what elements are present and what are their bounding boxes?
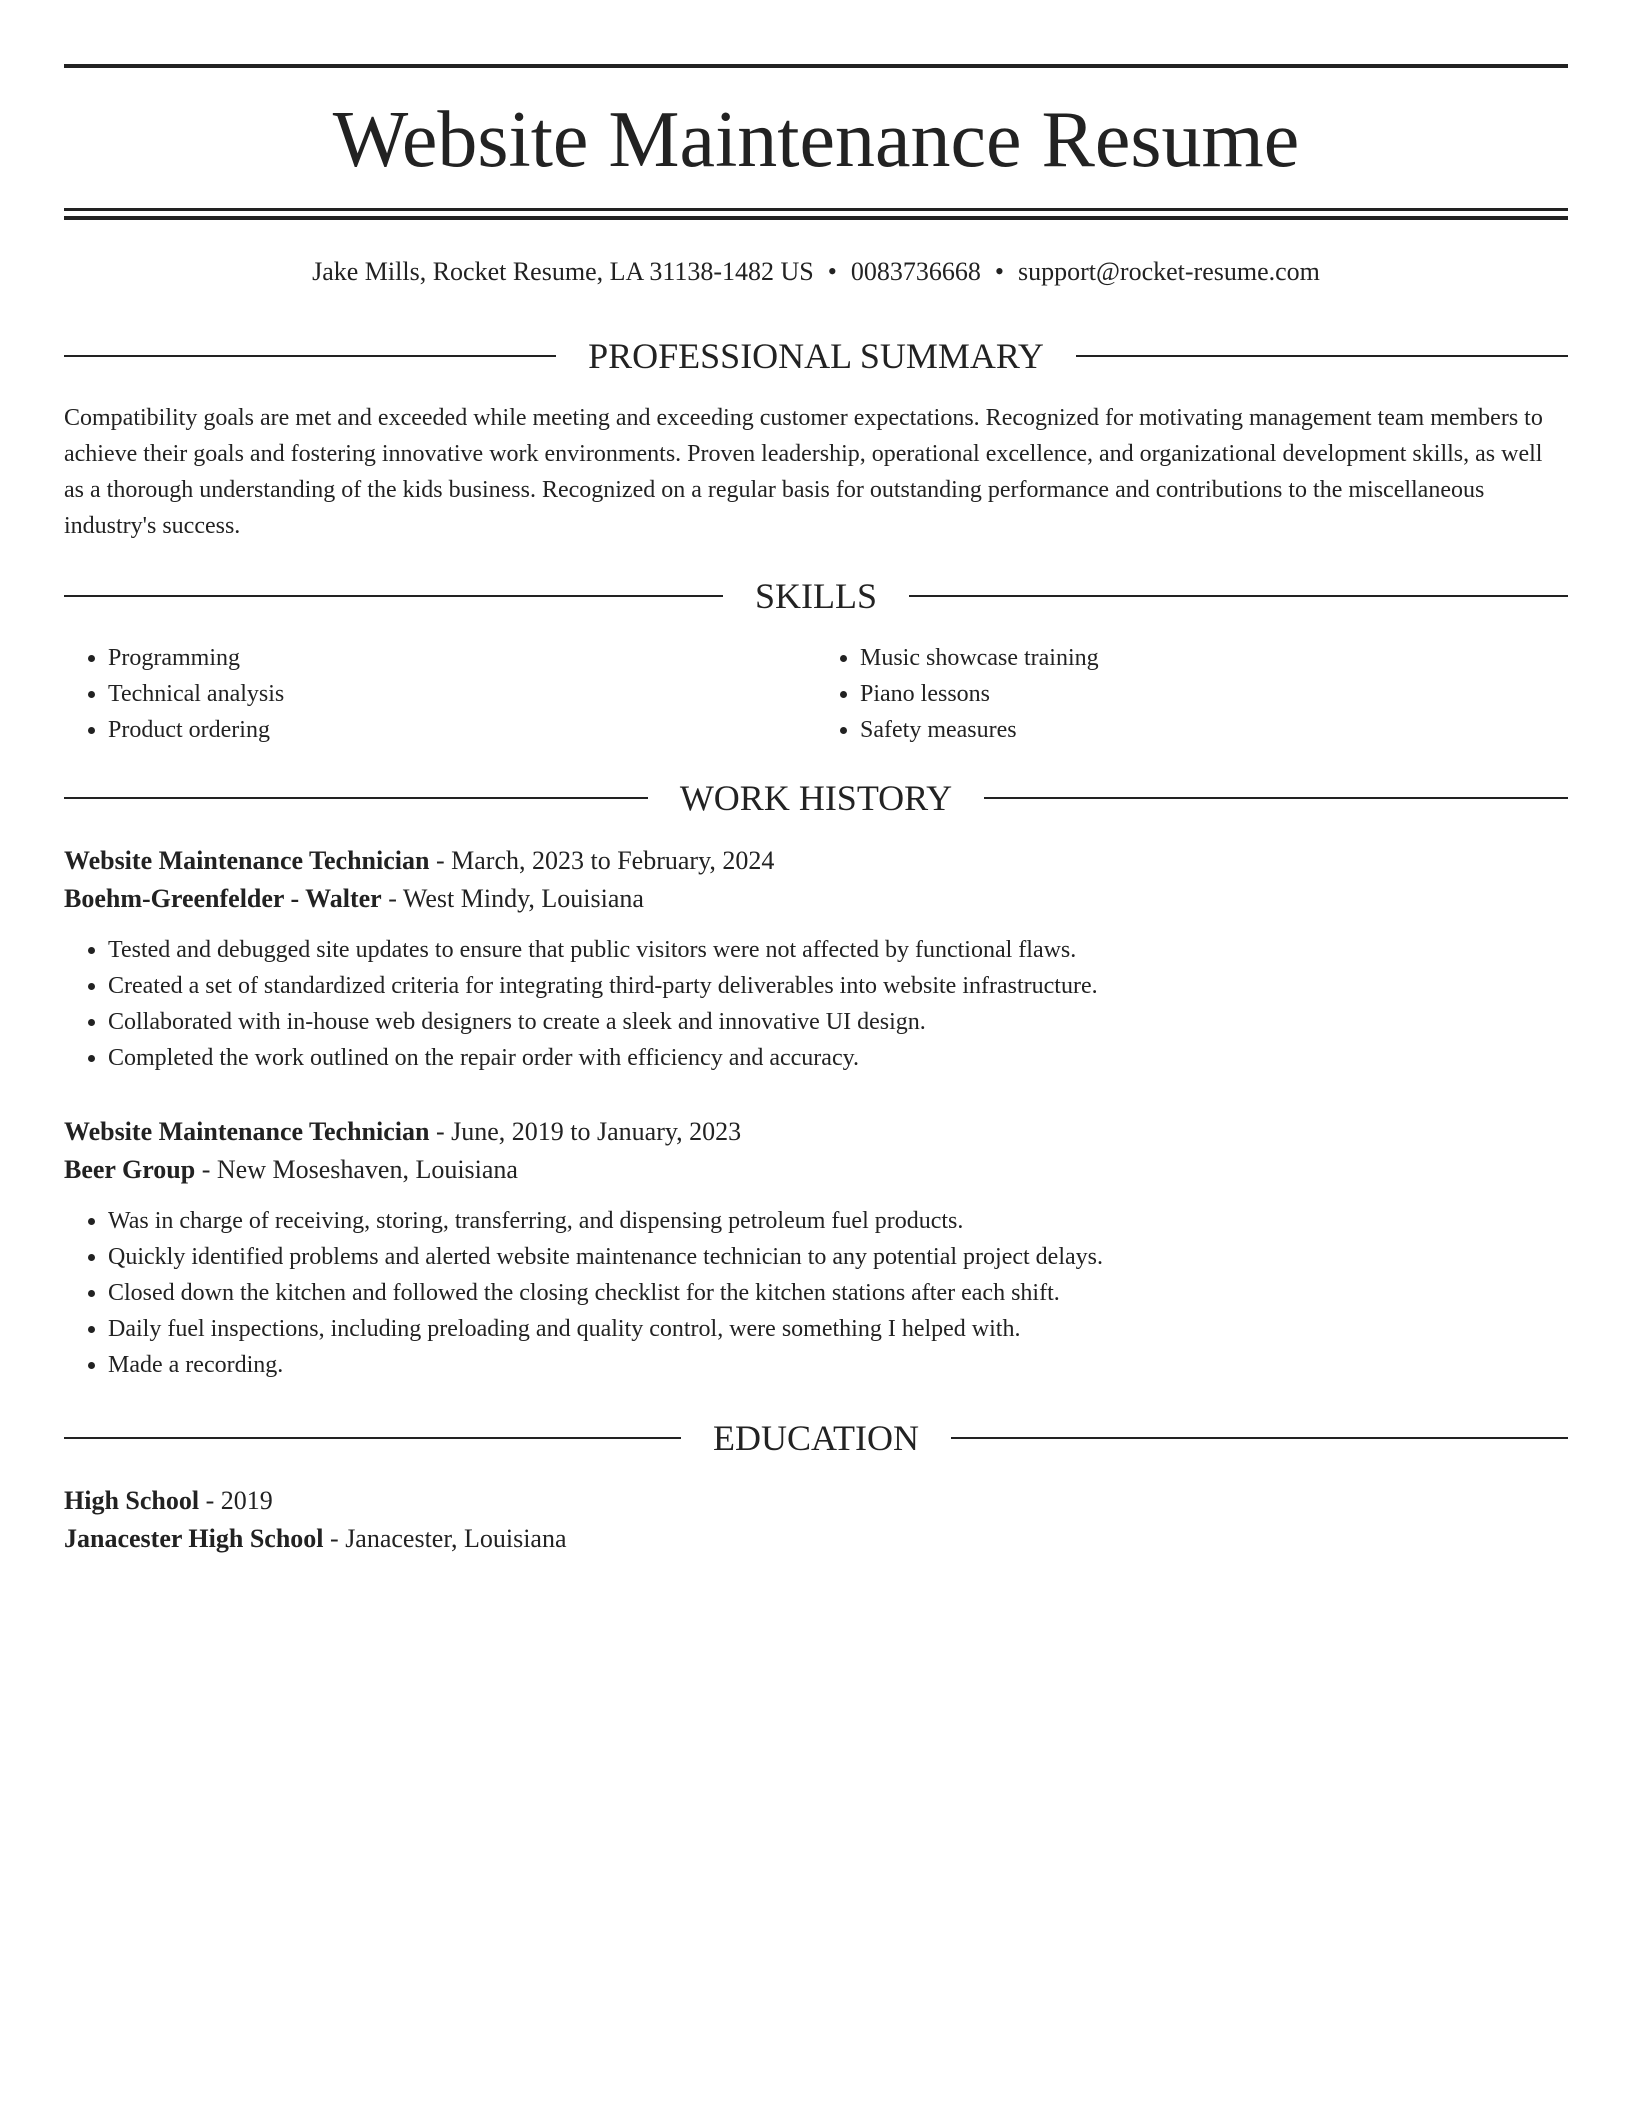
job-title: Website Maintenance Technician <box>64 1117 430 1146</box>
skills-list <box>64 640 1568 748</box>
job-title: Website Maintenance Technician <box>64 846 430 875</box>
section-header-skills <box>64 572 1568 620</box>
job-bullet: • Was in charge of receiving, storing, transferring, and dispensing petroleum fuel products. <box>108 1203 1568 1239</box>
section-header-education <box>64 1414 1568 1462</box>
skills-column-right <box>816 640 1568 748</box>
section-title-work: WORK HISTORY <box>679 778 953 818</box>
education-degree: High School <box>64 1486 200 1515</box>
education-location: - Janacester, Louisiana <box>323 1524 567 1553</box>
job-location: - New Moseshaven, Louisiana <box>195 1155 518 1184</box>
section-rule-left <box>64 797 648 799</box>
job-title-line <box>64 1113 1568 1151</box>
job-title-line <box>64 842 1568 880</box>
job-bullets <box>64 932 1568 1076</box>
section-rule-right <box>984 797 1568 799</box>
skill-item: • Product ordering <box>108 712 816 748</box>
summary-text: Compatibility goals are met and exceeded while meeting and exceeding customer expectations. Recognized for motivating management team members to achieve their goals and fostering innovative work environments. Proven leadership, operational excellence, and organizational development skills, as well as a thorough understanding of the kids business. Recognized on a regular basis for outstanding performance and contributions to the miscellaneous industry's success. <box>64 405 1543 539</box>
job-entry <box>64 842 1568 1076</box>
job-dates: - June, 2019 to January, 2023 <box>429 1117 742 1146</box>
section-title-skills: SKILLS <box>755 576 878 616</box>
section-header-work <box>64 774 1568 822</box>
job-bullet: • Closed down the kitchen and followed the closing checklist for the kitchen stations after each shift. <box>108 1275 1568 1311</box>
section-rule-right <box>951 1437 1568 1439</box>
job-company-line <box>64 880 1568 918</box>
section-rule-left <box>64 355 556 357</box>
job-bullets <box>64 1203 1568 1383</box>
contact-separator: • <box>827 257 837 286</box>
job-bullet: • Created a set of standardized criteria for integrating third-party deliverables into website infrastructure. <box>108 968 1568 1004</box>
job-bullet: • Quickly identified problems and alerted website maintenance technician to any potential project delays. <box>108 1239 1568 1275</box>
section-rule-left <box>64 595 723 597</box>
skill-item: • Technical analysis <box>108 676 816 712</box>
skill-item: • Programming <box>108 640 816 676</box>
job-company-line <box>64 1151 1568 1189</box>
contact-email: support@rocket-resume.com <box>1017 257 1320 286</box>
job-bullet: • Collaborated with in-house web designers to create a sleek and innovative UI design. <box>108 1004 1568 1040</box>
job-location: - West Mindy, Louisiana <box>381 884 644 913</box>
job-entry <box>64 1113 1568 1383</box>
section-rule-right <box>1076 355 1568 357</box>
top-rule <box>64 64 1568 68</box>
job-company: Beer Group <box>64 1155 196 1184</box>
skill-item: • Piano lessons <box>860 676 1568 712</box>
skills-column-left <box>64 640 816 748</box>
job-company: Boehm-Greenfelder - Walter <box>64 884 382 913</box>
skill-item: • Safety measures <box>860 712 1568 748</box>
title-rule-thick <box>64 216 1568 220</box>
education-degree-line <box>64 1482 1568 1520</box>
education-entry <box>64 1482 1568 1558</box>
education-school: Janacester High School <box>64 1524 324 1553</box>
page-title: Website Maintenance Resume <box>332 96 1300 184</box>
contact-phone: 0083736668 <box>850 257 981 286</box>
section-rule-left <box>64 1437 681 1439</box>
section-rule-right <box>909 595 1568 597</box>
title-rule-thin <box>64 208 1568 211</box>
contact-line <box>64 254 1568 290</box>
job-dates: - March, 2023 to February, 2024 <box>429 846 775 875</box>
job-bullet: • Completed the work outlined on the repair order with efficiency and accuracy. <box>108 1040 1568 1076</box>
contact-separator: • <box>994 257 1004 286</box>
contact-address: Jake Mills, Rocket Resume, LA 31138-1482 US <box>312 257 814 286</box>
job-bullet: • Daily fuel inspections, including preloading and quality control, were something I helped with. <box>108 1311 1568 1347</box>
section-title-summary: PROFESSIONAL SUMMARY <box>588 336 1044 376</box>
skill-item: • Music showcase training <box>860 640 1568 676</box>
job-bullet: • Tested and debugged site updates to ensure that public visitors were not affected by functional flaws. <box>108 932 1568 968</box>
section-title-education: EDUCATION <box>713 1418 919 1458</box>
job-bullet: • Made a recording. <box>108 1347 1568 1383</box>
education-school-line <box>64 1520 1568 1558</box>
education-year: - 2019 <box>199 1486 273 1515</box>
section-header-summary <box>64 332 1568 380</box>
